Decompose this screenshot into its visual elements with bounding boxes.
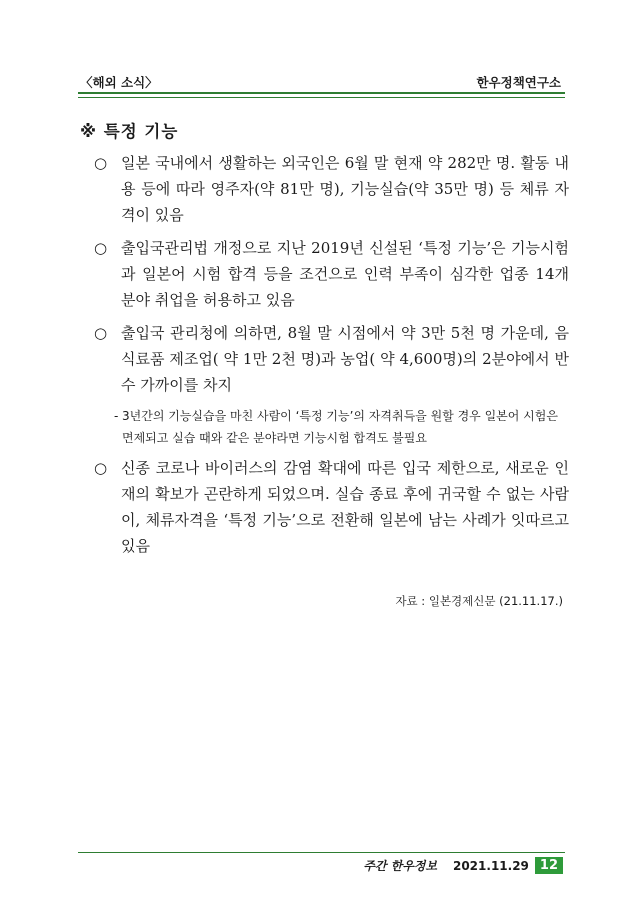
dash-bullet: - xyxy=(114,409,119,423)
bullet-text: 출입국관리법 개정으로 지난 2019년 신설된 ‘특정 기능’은 기능시험과 일본어 시험 합격 등을 조건으로 인력 부족이 심각한 업종 14개 분야 취업을 허용하고 있음 xyxy=(121,239,569,309)
bullet-text: 신종 코로나 바이러스의 감염 확대에 따른 입국 제한으로, 새로운 인재의 확보가 곤란하게 되었으며. 실습 종료 후에 귀국할 수 없는 사람이, 체류자격을 ‘특정 기능’으로 전환해 일본에 남는 사례가 잇따르고 있음 xyxy=(121,459,569,555)
publication-name: 주간 한우정보 xyxy=(363,859,437,873)
circle-bullet-icon: ○ xyxy=(94,239,108,257)
footer-rule xyxy=(78,852,565,853)
circle-bullet-icon: ○ xyxy=(94,154,108,172)
sub-item-text: 3년간의 기능실습을 마친 사람이 ‘특정 기능’의 자격취득을 원할 경우 일본어 시험은 면제되고 실습 때와 같은 분야라면 기능시험 합격도 불필요 xyxy=(122,409,558,445)
bullet-item xyxy=(94,150,569,228)
bullet-item xyxy=(94,235,569,313)
footer xyxy=(363,857,563,874)
bullet-item xyxy=(94,320,569,398)
source-citation: 자료 : 일본경제신문 (21.11.17.) xyxy=(395,594,563,608)
header-rule-thick xyxy=(78,92,565,94)
circle-bullet-icon: ○ xyxy=(94,459,108,477)
issue-date: 2021.11.29 xyxy=(452,858,529,873)
sub-item xyxy=(114,405,569,449)
bullet-text: 일본 국내에서 생활하는 외국인은 6월 말 현재 약 282만 명. 활동 내용 등에 따라 영주자(약 81만 명), 기능실습(약 35만 명) 등 체류 자격이 있음 xyxy=(121,154,569,224)
circle-bullet-icon: ○ xyxy=(94,324,108,342)
bullet-text: 출입국 관리청에 의하면, 8월 말 시점에서 약 3만 5천 명 가운데, 음식료품 제조업( 약 1만 2천 명)과 농업( 약 4,600명)의 2분야에서 반수 가까이를 차지 xyxy=(121,324,569,394)
header-rule-thin xyxy=(78,97,565,98)
publisher-name: 한우정책연구소 xyxy=(476,75,561,90)
page-number: 12 xyxy=(535,857,563,874)
section-title: ※ 특정 기능 xyxy=(80,122,179,141)
bullet-item xyxy=(94,455,569,559)
section-label: 〈해외 소식〉 xyxy=(80,75,158,90)
